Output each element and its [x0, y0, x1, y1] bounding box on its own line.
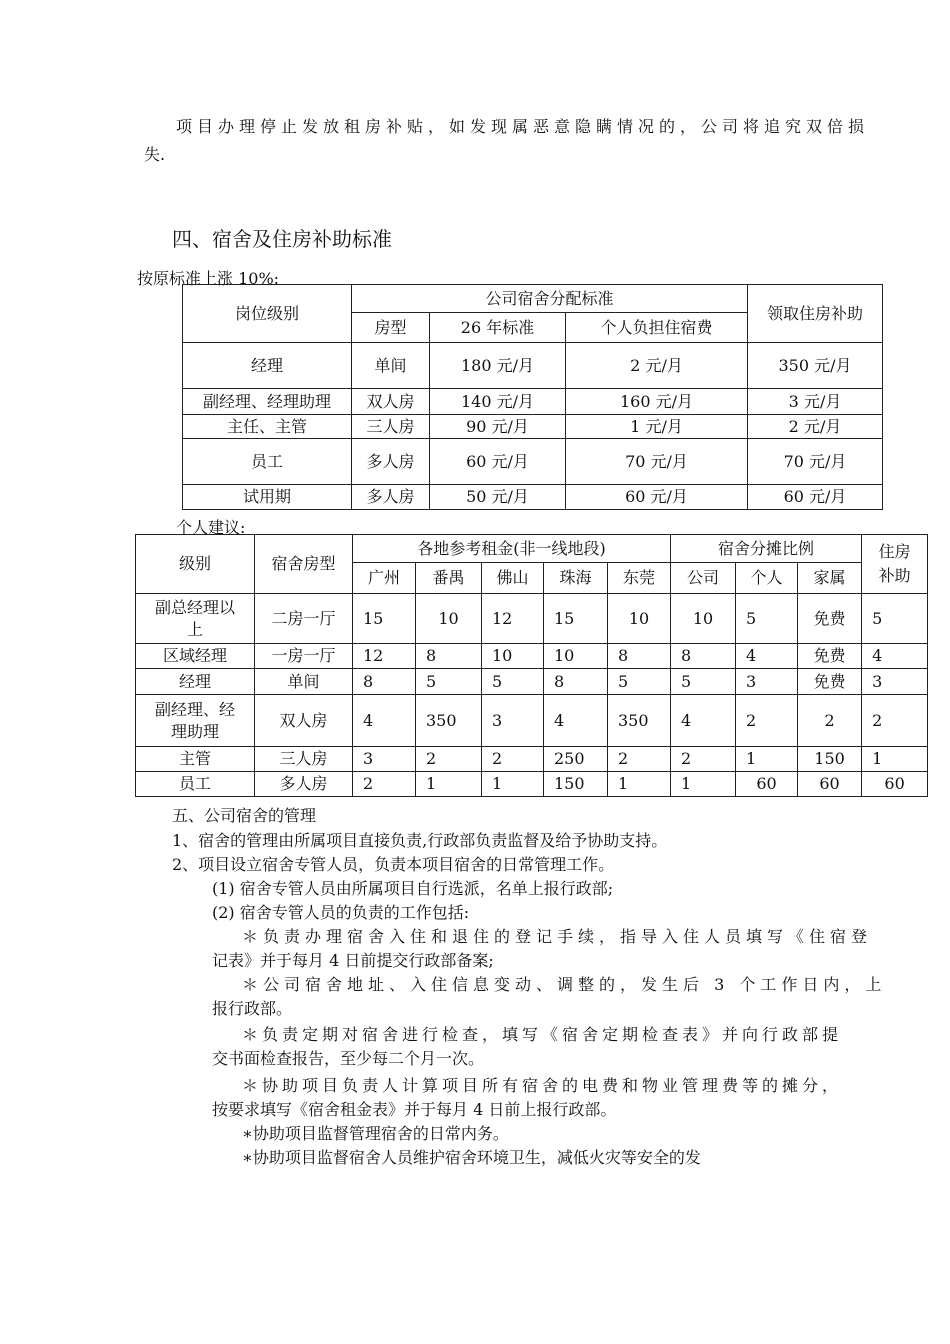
table-cell: 多人房: [352, 485, 430, 510]
table-cell: 员工: [183, 439, 352, 485]
table-cell: 60 元/月: [748, 485, 883, 510]
table-row: [183, 439, 883, 485]
table-cell: 15: [544, 594, 608, 644]
table-cell: 3: [353, 747, 416, 772]
section-4-note: 按原标准上涨 10%:: [137, 269, 280, 288]
table-cell: 70 元/月: [566, 439, 748, 485]
level-line-2: 理助理: [170, 721, 219, 741]
col-header-city: 东莞: [608, 563, 671, 594]
table-cell: 8: [353, 669, 416, 695]
section-5-sub-2: (2) 宿舍专管人员的负责的工作包括:: [212, 903, 470, 922]
col-header-allowance: [862, 535, 928, 594]
table-cell: 双人房: [255, 695, 353, 747]
col-header-level: 级别: [136, 535, 255, 594]
table-cell: 10: [482, 644, 544, 669]
duty-2-line-1: ＊公司宿舍地址、入住信息变动、调整的，发生后 3 个工作日内，上: [242, 975, 887, 994]
table-cell: 350: [416, 695, 482, 747]
table-cell: 8: [416, 644, 482, 669]
col-header-standard: 26 年标准: [430, 313, 566, 343]
table-cell: 90 元/月: [430, 415, 566, 439]
table-cell: 经理: [136, 669, 255, 695]
table-cell: 免费: [798, 594, 862, 644]
col-header-share: 个人: [736, 563, 798, 594]
table-row: [136, 594, 928, 644]
table-cell: 10: [608, 594, 671, 644]
table-cell: 2: [862, 695, 928, 747]
table-cell: 12: [482, 594, 544, 644]
col-header-personal-fee: 个人负担住宿费: [566, 313, 748, 343]
table-cell: 2: [736, 695, 798, 747]
level-line-1: 副总经理以: [154, 597, 235, 617]
table-cell: 主任、主管: [183, 415, 352, 439]
table-cell: 免费: [798, 669, 862, 695]
level-line-1: 副经理、经: [154, 699, 235, 719]
suggestion-label: 个人建议:: [176, 518, 246, 537]
table-cell: 10: [544, 644, 608, 669]
table-cell: 12: [353, 644, 416, 669]
table-cell: 多人房: [255, 772, 353, 797]
table-cell: 经理: [183, 343, 352, 389]
table-cell: 250: [544, 747, 608, 772]
duty-1-line-1: ＊负责办理宿舍入住和退住的登记手续，指导入住人员填写《住宿登: [242, 927, 873, 946]
table-cell: 2: [608, 747, 671, 772]
table-cell: 一房一厅: [255, 644, 353, 669]
table-cell: 150: [798, 747, 862, 772]
table-cell: 8: [671, 644, 736, 669]
table-cell: 三人房: [352, 415, 430, 439]
duty-3-line-1: ＊负责定期对宿舍进行检查，填写《宿舍定期检查表》并向行政部提: [242, 1025, 843, 1044]
table-row: [183, 415, 883, 439]
table-cell: 3: [862, 669, 928, 695]
table-cell: 60 元/月: [566, 485, 748, 510]
table-cell: 15: [353, 594, 416, 644]
table-cell: 10: [671, 594, 736, 644]
table-cell: 3: [736, 669, 798, 695]
table-cell: 2: [353, 772, 416, 797]
col-header-share: 家属: [798, 563, 862, 594]
duty-6: ∗协助项目监督宿舍人员维护宿舍环境卫生，减低火灾等安全的发: [242, 1148, 701, 1167]
duty-5: ∗协助项目监督管理宿舍的日常内务。: [242, 1124, 509, 1143]
col-header-city: 广州: [353, 563, 416, 594]
dorm-allocation-table: [182, 284, 883, 510]
table-cell: 三人房: [255, 747, 353, 772]
group-header-allocation: 公司宿舍分配标准: [352, 285, 748, 313]
table-cell: 5: [736, 594, 798, 644]
table-cell: 主管: [136, 747, 255, 772]
table-cell: 多人房: [352, 439, 430, 485]
table-cell: 试用期: [183, 485, 352, 510]
table-cell: 2: [671, 747, 736, 772]
table-cell: 1: [671, 772, 736, 797]
table-cell: 1: [862, 747, 928, 772]
table-cell: 5: [608, 669, 671, 695]
duty-4-line-2: 按要求填写《宿舍租金表》并于每月 4 日前上报行政部。: [212, 1100, 617, 1119]
table-cell: 8: [608, 644, 671, 669]
table-row: [136, 747, 928, 772]
table-cell: 60: [798, 772, 862, 797]
table-cell: 5: [482, 669, 544, 695]
table-cell: 副经理、经理助理: [183, 389, 352, 415]
col-header-city: 番禺: [416, 563, 482, 594]
table-cell: 1: [416, 772, 482, 797]
section-5-item-2: 2、项目设立宿舍专管人员，负责本项目宿舍的日常管理工作。: [172, 855, 615, 874]
col-header-room-type: 宿舍房型: [255, 535, 353, 594]
intro-line-2: 失.: [144, 145, 166, 164]
col-header-share: 公司: [671, 563, 736, 594]
table-cell: 2 元/月: [748, 415, 883, 439]
col-header-city: 佛山: [482, 563, 544, 594]
table-row: [136, 644, 928, 669]
table-cell: 5: [671, 669, 736, 695]
table-cell: 350: [608, 695, 671, 747]
table-cell: [136, 594, 255, 644]
table-cell: 60: [736, 772, 798, 797]
table-cell: 60: [862, 772, 928, 797]
level-line-2: 上: [186, 619, 203, 639]
table-cell: 4: [736, 644, 798, 669]
table-cell: 140 元/月: [430, 389, 566, 415]
section-5-sub-1: (1) 宿舍专管人员由所属项目自行选派，名单上报行政部;: [212, 879, 614, 898]
table-cell: 4: [671, 695, 736, 747]
section-4-heading: 四、宿舍及住房补助标准: [172, 227, 392, 251]
table-cell: 2 元/月: [566, 343, 748, 389]
table-cell: 60 元/月: [430, 439, 566, 485]
col-header-city: 珠海: [544, 563, 608, 594]
section-5-item-1: 1、宿舍的管理由所属项目直接负责,行政部负责监督及给予协助支持。: [172, 831, 668, 850]
table-cell: 免费: [798, 644, 862, 669]
col-header-allowance: 领取住房补助: [748, 285, 883, 343]
table-cell: 160 元/月: [566, 389, 748, 415]
col-header-level: 岗位级别: [183, 285, 352, 343]
table-cell: 8: [544, 669, 608, 695]
table-row: [136, 669, 928, 695]
table-row: [183, 343, 883, 389]
table-cell: 4: [544, 695, 608, 747]
table-cell: 4: [353, 695, 416, 747]
table-cell: 员工: [136, 772, 255, 797]
table-cell: 5: [862, 594, 928, 644]
col-header-room-type: 房型: [352, 313, 430, 343]
table-cell: 3: [482, 695, 544, 747]
table-cell: 2: [416, 747, 482, 772]
table-cell: 2: [482, 747, 544, 772]
duty-4-line-1: ＊协助项目负责人计算项目所有宿舍的电费和物业管理费等的摊分，: [242, 1076, 843, 1095]
duty-1-line-2: 记表》并于每月 4 日前提交行政部备案;: [212, 951, 494, 970]
col-header-allowance-line-1: 住房: [878, 542, 911, 561]
table-cell: 70 元/月: [748, 439, 883, 485]
table-cell: 1 元/月: [566, 415, 748, 439]
intro-line-1: 项目办理停止发放租房补贴，如发现属恶意隐瞒情况的，公司将追究双倍损: [176, 117, 870, 136]
col-header-allowance-line-2: 补助: [878, 566, 911, 585]
table-cell: 4: [862, 644, 928, 669]
table-row: [183, 485, 883, 510]
table-row: [136, 772, 928, 797]
suggested-rent-table: [135, 534, 928, 797]
table-cell: 3 元/月: [748, 389, 883, 415]
group-header-rent: 各地参考租金(非一线地段): [353, 535, 671, 563]
table-row: [183, 389, 883, 415]
table-cell: [136, 695, 255, 747]
duty-2-line-2: 报行政部。: [212, 999, 293, 1018]
group-header-share: 宿舍分摊比例: [671, 535, 862, 563]
table-cell: 5: [416, 669, 482, 695]
table-row: [136, 695, 928, 747]
table-cell: 1: [608, 772, 671, 797]
table-cell: 50 元/月: [430, 485, 566, 510]
table-cell: 2: [798, 695, 862, 747]
table-cell: 单间: [352, 343, 430, 389]
table-cell: 1: [736, 747, 798, 772]
table-cell: 350 元/月: [748, 343, 883, 389]
table-cell: 10: [416, 594, 482, 644]
table-cell: 1: [482, 772, 544, 797]
table-cell: 双人房: [352, 389, 430, 415]
table-cell: 180 元/月: [430, 343, 566, 389]
table-cell: 150: [544, 772, 608, 797]
table-cell: 二房一厅: [255, 594, 353, 644]
duty-3-line-2: 交书面检查报告，至少每二个月一次。: [212, 1049, 485, 1068]
section-5-heading: 五、公司宿舍的管理: [172, 806, 317, 825]
table-cell: 区域经理: [136, 644, 255, 669]
table-cell: 单间: [255, 669, 353, 695]
